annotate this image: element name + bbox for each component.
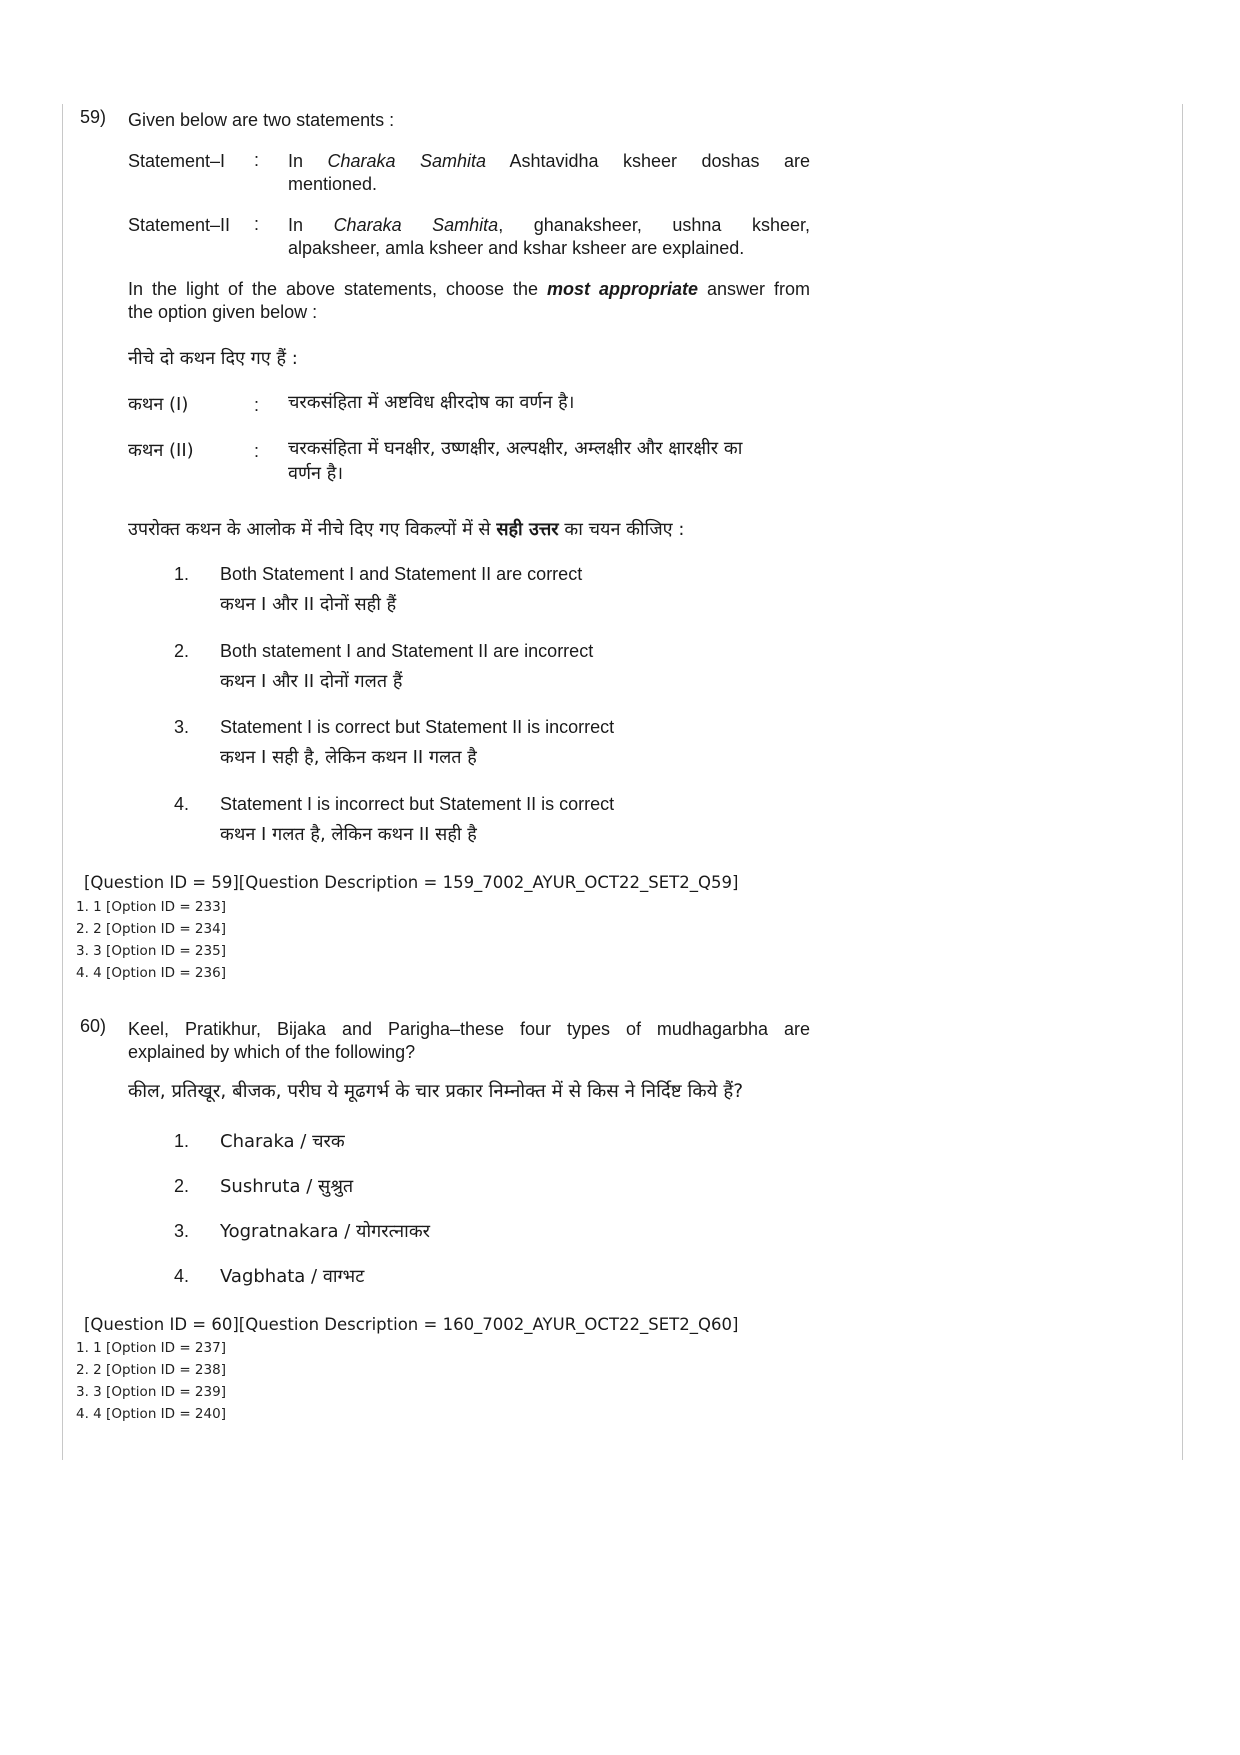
question-id-line: [Question ID = 60][Question Description = 160_7002_AYUR_OCT22_SET2_Q60] [84,1315,739,1334]
option-1-text: Both Statement I and Statement II are correct [220,564,583,584]
statement-1-colon: : [254,150,260,170]
question-intro: Given below are two statements : [128,110,395,130]
answer-option-1: 1. 1 [Option ID = 237] [76,1340,226,1356]
option-1-hindi: कथन I और II दोनों सही हैं [220,594,397,615]
statement-1-text: In Charaka Samhita Ashtavidha ksheer doshas are [288,151,811,171]
hindi-statement-1-text: चरकसंहिता में अष्टविध क्षीरदोष का वर्णन है। [288,392,575,413]
statement-1-label: Statement–I [128,151,226,171]
option-3-text: Statement I is correct but Statement II is incorrect [220,717,615,737]
option-2-number: 2. [174,641,190,661]
option-2-number: 2. [174,1176,190,1196]
question-number: 59) [80,107,107,127]
option-1-text: Charaka / चरक [220,1131,345,1152]
left-margin-line [62,104,63,1460]
option-1-number: 1. [174,564,190,584]
option-4-hindi: कथन I गलत है, लेकिन कथन II सही है [220,824,477,845]
statement-2-label: Statement–II [128,215,231,235]
statement-2-text-line2: alpaksheer, amla ksheer and kshar ksheer are explained. [288,238,745,258]
answer-option-4: 4. 4 [Option ID = 240] [76,1406,226,1422]
answer-option-3: 3. 3 [Option ID = 239] [76,1384,226,1400]
hindi-statement-2-colon: : [254,441,260,461]
option-3-number: 3. [174,1221,190,1241]
option-3-text: Yogratnakara / योगरत्नाकर [220,1221,431,1242]
question-hindi: कील, प्रतिखूर, बीजक, परीघ ये मूढगर्भ के चार प्रकार निम्नोक्त में से किस ने निर्दिष्ट किये हैं? [128,1081,744,1102]
option-4-text: Statement I is incorrect but Statement II is correct [220,794,615,814]
hindi-statement-2-text-line2: वर्णन है। [288,463,344,484]
option-4-number: 4. [174,1266,190,1286]
hindi-statement-2-text: चरकसंहिता में घनक्षीर, उष्णक्षीर, अल्पक्षीर, अम्लक्षीर और क्षारक्षीर का [288,438,743,459]
question-number: 60) [80,1016,107,1036]
answer-option-2: 2. 2 [Option ID = 234] [76,921,226,937]
instruction-text: In the light of the above statements, choose the most appropriate answer from [128,279,810,299]
option-3-hindi: कथन I सही है, लेकिन कथन II गलत है [220,747,477,768]
statement-1-text-line2: mentioned. [288,174,378,194]
option-3-number: 3. [174,717,190,737]
option-1-number: 1. [174,1131,190,1151]
hindi-instruction: उपरोक्त कथन के आलोक में नीचे दिए गए विकल्पों में से सही उत्तर का चयन कीजिए : [128,519,685,540]
right-margin-line [1182,104,1183,1460]
option-4-number: 4. [174,794,190,814]
statement-2-text: In Charaka Samhita, ghanaksheer, ushna ksheer, [288,215,810,235]
answer-option-1: 1. 1 [Option ID = 233] [76,899,226,915]
hindi-intro: नीचे दो कथन दिए गए हैं : [128,348,298,369]
instruction-text-line2: the option given below : [128,302,318,322]
option-4-text: Vagbhata / वाग्भट [220,1266,365,1287]
option-2-hindi: कथन I और II दोनों गलत हैं [220,671,403,692]
statement-2-colon: : [254,214,260,234]
question-id-line: [Question ID = 59][Question Description = 159_7002_AYUR_OCT22_SET2_Q59] [84,873,739,892]
question-text: Keel, Pratikhur, Bijaka and Parigha–these four types of mudhagarbha are [128,1019,810,1039]
answer-option-3: 3. 3 [Option ID = 235] [76,943,226,959]
option-2-text: Both statement I and Statement II are incorrect [220,641,594,661]
question-text-line2: explained by which of the following? [128,1042,416,1062]
option-2-text: Sushruta / सुश्रुत [220,1176,354,1197]
answer-option-2: 2. 2 [Option ID = 238] [76,1362,226,1378]
hindi-statement-1-colon: : [254,395,260,415]
answer-option-4: 4. 4 [Option ID = 236] [76,965,226,981]
hindi-statement-2-label: कथन (II) [128,440,194,461]
hindi-statement-1-label: कथन (I) [128,394,189,415]
